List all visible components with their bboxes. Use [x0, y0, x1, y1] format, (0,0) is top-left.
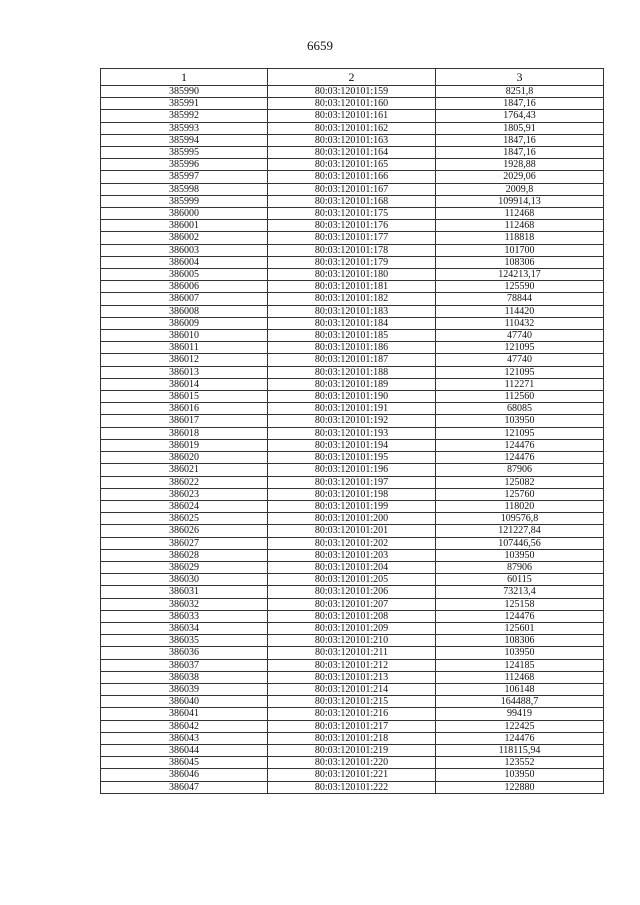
table-cell-col-3: 99419	[436, 708, 604, 720]
table-cell-col-1: 386015	[101, 391, 268, 403]
table-cell-col-1: 386042	[101, 720, 268, 732]
table-cell-col-1: 385993	[101, 122, 268, 134]
table-cell-col-2: 80:03:120101:191	[268, 403, 436, 415]
table-cell-col-1: 385996	[101, 159, 268, 171]
table-cell-col-2: 80:03:120101:212	[268, 659, 436, 671]
page-number: 6659	[307, 38, 333, 53]
table-cell-col-3: 68085	[436, 403, 604, 415]
table-cell-col-1: 386008	[101, 305, 268, 317]
table-cell-col-2: 80:03:120101:209	[268, 622, 436, 634]
table-cell-col-1: 386019	[101, 439, 268, 451]
table-row	[101, 744, 604, 756]
table-cell-col-1: 386032	[101, 598, 268, 610]
table-row	[101, 415, 604, 427]
table-cell-col-3: 121095	[436, 427, 604, 439]
table-cell-col-3: 124213,17	[436, 269, 604, 281]
table-header	[101, 69, 604, 86]
table-row	[101, 232, 604, 244]
table-row	[101, 122, 604, 134]
table-row	[101, 720, 604, 732]
table-row	[101, 708, 604, 720]
table-cell-col-1: 386030	[101, 574, 268, 586]
table-cell-col-1: 386027	[101, 537, 268, 549]
table-cell-col-2: 80:03:120101:177	[268, 232, 436, 244]
table-cell-col-2: 80:03:120101:180	[268, 269, 436, 281]
table-cell-col-2: 80:03:120101:215	[268, 696, 436, 708]
table-cell-col-2: 80:03:120101:176	[268, 220, 436, 232]
data-table	[100, 68, 604, 794]
table-row	[101, 696, 604, 708]
table-cell-col-3: 60115	[436, 574, 604, 586]
table-row	[101, 561, 604, 573]
table-cell-col-3: 103950	[436, 647, 604, 659]
table-cell-col-3: 125082	[436, 476, 604, 488]
table-cell-col-3: 47740	[436, 330, 604, 342]
table-cell-col-1: 385995	[101, 147, 268, 159]
table-cell-col-1: 386037	[101, 659, 268, 671]
table-cell-col-1: 386041	[101, 708, 268, 720]
table-row	[101, 464, 604, 476]
table-cell-col-1: 386012	[101, 354, 268, 366]
table-row	[101, 610, 604, 622]
table-cell-col-3: 121095	[436, 366, 604, 378]
table-cell-col-2: 80:03:120101:166	[268, 171, 436, 183]
table-row	[101, 647, 604, 659]
table-row	[101, 171, 604, 183]
table-row	[101, 220, 604, 232]
table-cell-col-2: 80:03:120101:160	[268, 98, 436, 110]
table-cell-col-3: 121095	[436, 342, 604, 354]
table-cell-col-3: 122880	[436, 781, 604, 793]
table-row	[101, 269, 604, 281]
table-cell-col-1: 386025	[101, 513, 268, 525]
table-cell-col-2: 80:03:120101:200	[268, 513, 436, 525]
table-row	[101, 305, 604, 317]
table-cell-col-2: 80:03:120101:219	[268, 744, 436, 756]
table-row	[101, 86, 604, 98]
table-cell-col-1: 386024	[101, 500, 268, 512]
table-cell-col-3: 118818	[436, 232, 604, 244]
table-row	[101, 500, 604, 512]
table-row	[101, 195, 604, 207]
table-cell-col-2: 80:03:120101:194	[268, 439, 436, 451]
table-row	[101, 98, 604, 110]
table-cell-col-1: 386036	[101, 647, 268, 659]
table-cell-col-1: 386031	[101, 586, 268, 598]
table-cell-col-2: 80:03:120101:211	[268, 647, 436, 659]
table-cell-col-1: 386007	[101, 293, 268, 305]
table-cell-col-3: 8251,8	[436, 86, 604, 98]
table-cell-col-1: 386005	[101, 269, 268, 281]
table-row	[101, 659, 604, 671]
table-cell-col-2: 80:03:120101:184	[268, 317, 436, 329]
table-row	[101, 256, 604, 268]
table-cell-col-1: 386022	[101, 476, 268, 488]
table-cell-col-2: 80:03:120101:216	[268, 708, 436, 720]
table-cell-col-3: 73213,4	[436, 586, 604, 598]
table-row	[101, 110, 604, 122]
table-row	[101, 537, 604, 549]
table-cell-col-3: 124476	[436, 439, 604, 451]
table-row	[101, 342, 604, 354]
table-cell-col-2: 80:03:120101:165	[268, 159, 436, 171]
table-cell-col-2: 80:03:120101:217	[268, 720, 436, 732]
table-row	[101, 293, 604, 305]
table-cell-col-3: 101700	[436, 244, 604, 256]
table-cell-col-3: 112468	[436, 671, 604, 683]
table-row	[101, 208, 604, 220]
table-row	[101, 391, 604, 403]
table-row	[101, 598, 604, 610]
table-cell-col-3: 124185	[436, 659, 604, 671]
table-cell-col-2: 80:03:120101:222	[268, 781, 436, 793]
table-row	[101, 134, 604, 146]
table-row	[101, 525, 604, 537]
table-cell-col-1: 386017	[101, 415, 268, 427]
table-cell-col-3: 110432	[436, 317, 604, 329]
table-cell-col-2: 80:03:120101:164	[268, 147, 436, 159]
table-cell-col-3: 124476	[436, 732, 604, 744]
table-cell-col-3: 112468	[436, 208, 604, 220]
table-cell-col-3: 125158	[436, 598, 604, 610]
table-row	[101, 452, 604, 464]
table-cell-col-1: 385990	[101, 86, 268, 98]
table-cell-col-1: 386004	[101, 256, 268, 268]
table-cell-col-1: 386026	[101, 525, 268, 537]
table-cell-col-2: 80:03:120101:163	[268, 134, 436, 146]
table-cell-col-1: 385999	[101, 195, 268, 207]
table-cell-col-3: 1928,88	[436, 159, 604, 171]
table-cell-col-1: 386020	[101, 452, 268, 464]
table-cell-col-1: 386006	[101, 281, 268, 293]
table-cell-col-1: 386000	[101, 208, 268, 220]
table-cell-col-3: 124476	[436, 610, 604, 622]
column-header-3: 3	[436, 69, 604, 86]
table-cell-col-1: 385991	[101, 98, 268, 110]
table-cell-col-2: 80:03:120101:208	[268, 610, 436, 622]
table-cell-col-3: 87906	[436, 561, 604, 573]
table-row	[101, 439, 604, 451]
table-cell-col-3: 1805,91	[436, 122, 604, 134]
table-row	[101, 317, 604, 329]
table-cell-col-1: 386009	[101, 317, 268, 329]
table-cell-col-2: 80:03:120101:197	[268, 476, 436, 488]
table-cell-col-1: 386038	[101, 671, 268, 683]
table-cell-col-2: 80:03:120101:189	[268, 378, 436, 390]
table-cell-col-2: 80:03:120101:161	[268, 110, 436, 122]
table-row	[101, 635, 604, 647]
table-cell-col-3: 124476	[436, 452, 604, 464]
table-row	[101, 781, 604, 793]
table-cell-col-2: 80:03:120101:207	[268, 598, 436, 610]
table-cell-col-1: 386010	[101, 330, 268, 342]
table-row	[101, 769, 604, 781]
table-cell-col-2: 80:03:120101:185	[268, 330, 436, 342]
table-cell-col-2: 80:03:120101:199	[268, 500, 436, 512]
table-row	[101, 378, 604, 390]
table-cell-col-3: 118020	[436, 500, 604, 512]
table-cell-col-1: 385998	[101, 183, 268, 195]
table-cell-col-3: 78844	[436, 293, 604, 305]
table-cell-col-3: 125590	[436, 281, 604, 293]
table-row	[101, 488, 604, 500]
table-cell-col-2: 80:03:120101:198	[268, 488, 436, 500]
column-header-1: 1	[101, 69, 268, 86]
table-cell-col-2: 80:03:120101:188	[268, 366, 436, 378]
table-row	[101, 549, 604, 561]
table-cell-col-3: 125601	[436, 622, 604, 634]
table-cell-col-1: 386045	[101, 757, 268, 769]
table-cell-col-1: 386021	[101, 464, 268, 476]
table-cell-col-3: 87906	[436, 464, 604, 476]
table-cell-col-2: 80:03:120101:206	[268, 586, 436, 598]
table-cell-col-3: 106148	[436, 683, 604, 695]
table-row	[101, 403, 604, 415]
table-cell-col-1: 385994	[101, 134, 268, 146]
table-cell-col-2: 80:03:120101:218	[268, 732, 436, 744]
table-cell-col-3: 1847,16	[436, 147, 604, 159]
table-cell-col-2: 80:03:120101:159	[268, 86, 436, 98]
table-cell-col-1: 386018	[101, 427, 268, 439]
table-cell-col-1: 386047	[101, 781, 268, 793]
table-cell-col-3: 112271	[436, 378, 604, 390]
table-row	[101, 366, 604, 378]
table-cell-col-1: 386002	[101, 232, 268, 244]
table-cell-col-1: 386016	[101, 403, 268, 415]
table-row	[101, 354, 604, 366]
table-cell-col-2: 80:03:120101:193	[268, 427, 436, 439]
table-row	[101, 622, 604, 634]
table-cell-col-2: 80:03:120101:187	[268, 354, 436, 366]
table-cell-col-2: 80:03:120101:196	[268, 464, 436, 476]
table-row	[101, 281, 604, 293]
table-cell-col-2: 80:03:120101:178	[268, 244, 436, 256]
table-cell-col-2: 80:03:120101:221	[268, 769, 436, 781]
table-row	[101, 159, 604, 171]
table-cell-col-3: 114420	[436, 305, 604, 317]
table-cell-col-2: 80:03:120101:183	[268, 305, 436, 317]
table-cell-col-2: 80:03:120101:202	[268, 537, 436, 549]
table-cell-col-2: 80:03:120101:214	[268, 683, 436, 695]
table-cell-col-1: 386014	[101, 378, 268, 390]
table-cell-col-1: 386011	[101, 342, 268, 354]
table-cell-col-3: 112560	[436, 391, 604, 403]
table-cell-col-2: 80:03:120101:168	[268, 195, 436, 207]
table-row	[101, 427, 604, 439]
table-cell-col-2: 80:03:120101:205	[268, 574, 436, 586]
table-cell-col-3: 47740	[436, 354, 604, 366]
table-cell-col-2: 80:03:120101:220	[268, 757, 436, 769]
table-cell-col-3: 122425	[436, 720, 604, 732]
table-cell-col-2: 80:03:120101:204	[268, 561, 436, 573]
table-cell-col-1: 386039	[101, 683, 268, 695]
table-row	[101, 732, 604, 744]
column-header-2: 2	[268, 69, 436, 86]
table-row	[101, 671, 604, 683]
table-cell-col-1: 386033	[101, 610, 268, 622]
table-cell-col-3: 118115,94	[436, 744, 604, 756]
table-cell-col-2: 80:03:120101:179	[268, 256, 436, 268]
table-cell-col-2: 80:03:120101:162	[268, 122, 436, 134]
table-cell-col-1: 386046	[101, 769, 268, 781]
table-cell-col-3: 121227,84	[436, 525, 604, 537]
table-row	[101, 330, 604, 342]
table-row	[101, 586, 604, 598]
table-cell-col-1: 386003	[101, 244, 268, 256]
table-cell-col-2: 80:03:120101:201	[268, 525, 436, 537]
table-cell-col-3: 109576,8	[436, 513, 604, 525]
header-row	[101, 69, 604, 86]
table-cell-col-2: 80:03:120101:181	[268, 281, 436, 293]
table-cell-col-3: 1847,16	[436, 134, 604, 146]
table-cell-col-1: 386001	[101, 220, 268, 232]
table-cell-col-3: 108306	[436, 635, 604, 647]
table-cell-col-1: 386023	[101, 488, 268, 500]
table-row	[101, 683, 604, 695]
table-row	[101, 513, 604, 525]
table-cell-col-1: 386029	[101, 561, 268, 573]
table-cell-col-1: 386028	[101, 549, 268, 561]
table-cell-col-3: 109914,13	[436, 195, 604, 207]
table-cell-col-2: 80:03:120101:195	[268, 452, 436, 464]
table-cell-col-2: 80:03:120101:182	[268, 293, 436, 305]
table-cell-col-3: 107446,56	[436, 537, 604, 549]
table-row	[101, 147, 604, 159]
table-cell-col-2: 80:03:120101:213	[268, 671, 436, 683]
table-cell-col-3: 1847,16	[436, 98, 604, 110]
table-cell-col-1: 386013	[101, 366, 268, 378]
table-row	[101, 183, 604, 195]
table-cell-col-1: 385992	[101, 110, 268, 122]
table-cell-col-3: 1764,43	[436, 110, 604, 122]
table-cell-col-2: 80:03:120101:175	[268, 208, 436, 220]
table-cell-col-3: 164488,7	[436, 696, 604, 708]
table-cell-col-3: 103950	[436, 415, 604, 427]
table-body	[101, 86, 604, 794]
table-cell-col-3: 125760	[436, 488, 604, 500]
table-row	[101, 574, 604, 586]
table-cell-col-2: 80:03:120101:192	[268, 415, 436, 427]
table-cell-col-1: 386043	[101, 732, 268, 744]
table-cell-col-1: 386040	[101, 696, 268, 708]
table-row	[101, 757, 604, 769]
table-cell-col-1: 386044	[101, 744, 268, 756]
table-cell-col-2: 80:03:120101:210	[268, 635, 436, 647]
table-cell-col-3: 112468	[436, 220, 604, 232]
table-cell-col-2: 80:03:120101:190	[268, 391, 436, 403]
table-cell-col-2: 80:03:120101:203	[268, 549, 436, 561]
table-cell-col-3: 2009,8	[436, 183, 604, 195]
table-cell-col-2: 80:03:120101:186	[268, 342, 436, 354]
table-cell-col-1: 385997	[101, 171, 268, 183]
table-row	[101, 476, 604, 488]
table-row	[101, 244, 604, 256]
table-cell-col-3: 103950	[436, 549, 604, 561]
table-cell-col-2: 80:03:120101:167	[268, 183, 436, 195]
table-cell-col-3: 2029,06	[436, 171, 604, 183]
table-cell-col-3: 108306	[436, 256, 604, 268]
table-cell-col-3: 123552	[436, 757, 604, 769]
table-cell-col-1: 386034	[101, 622, 268, 634]
table-cell-col-3: 103950	[436, 769, 604, 781]
table-cell-col-1: 386035	[101, 635, 268, 647]
